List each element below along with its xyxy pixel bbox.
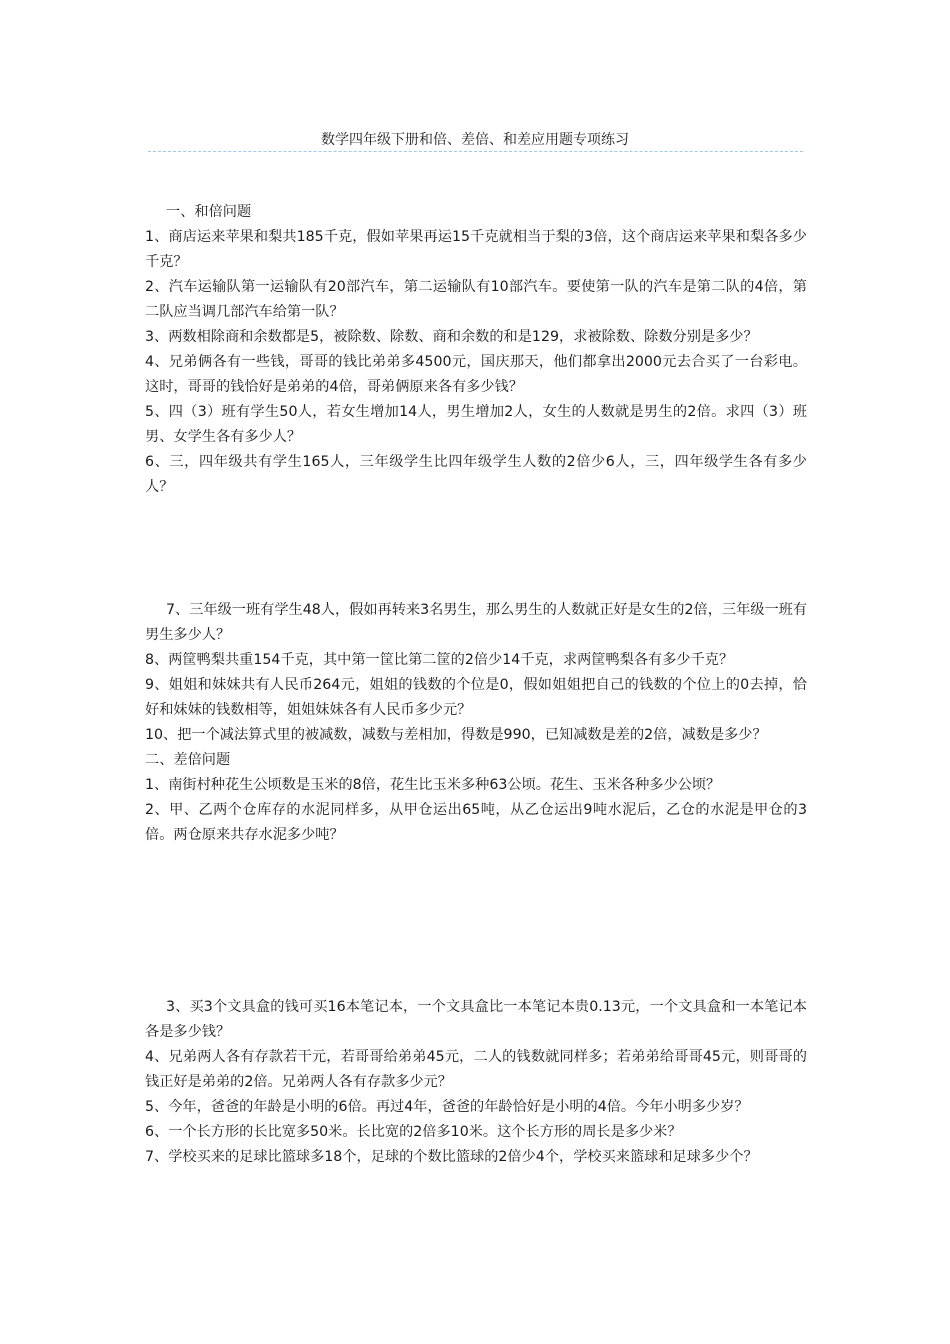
section-heading-sum-multiple: 一、和倍问题 (166, 204, 252, 220)
question-item: 1、商店运来苹果和梨共185千克，假如苹果再运15千克就相当于梨的3倍，这个商店运来苹果和梨各多少千克？ (145, 229, 807, 270)
section-heading-difference-multiple: 二、差倍问题 (145, 752, 231, 768)
question-item: 7、三年级一班有学生48人，假如再转来3名男生，那么男生的人数就正好是女生的2倍，三年级一班有男生多少人？ (145, 602, 808, 643)
question-item: 2、汽车运输队第一运输队有20部汽车，第二运输队有10部汽车。要使第一队的汽车是第二队的4倍，第二队应当调几部汽车给第一队？ (145, 279, 807, 320)
question-item: 6、一个长方形的长比宽多50米。长比宽的2倍多10米。这个长方形的周长是多少米？ (145, 1124, 682, 1140)
title-divider (148, 151, 803, 152)
question-item: 4、兄弟两人各有存款若干元，若哥哥给弟弟45元，二人的钱数就同样多；若弟弟给哥哥45元，则哥哥的钱正好是弟弟的2倍。兄弟两人各有存款多少元？ (145, 1049, 807, 1090)
question-item: 5、四（3）班有学生50人，若女生增加14人，男生增加2人，女生的人数就是男生的2倍。求四（3）班男、女学生各有多少人？ (145, 404, 807, 445)
question-item: 6、三，四年级共有学生165人，三年级学生比四年级学生人数的2倍少6人，三，四年级学生各有多少人？ (145, 454, 807, 495)
question-item: 3、两数相除商和余数都是5，被除数、除数、商和余数的和是129，求被除数、除数分别是多少？ (145, 329, 758, 345)
section-block-1 (145, 200, 807, 500)
question-item: 5、今年，爸爸的年龄是小明的6倍。再过4年，爸爸的年龄恰好是小明的4倍。今年小明多少岁？ (145, 1099, 749, 1115)
document-title: 数学四年级下册和倍、差倍、和差应用题专项练习 (321, 132, 629, 148)
question-item: 8、两筐鸭梨共重154千克，其中第一筐比第二筐的2倍少14千克，求两筐鸭梨各有多少千克？ (145, 652, 734, 668)
question-item: 9、姐姐和妹妹共有人民币264元，姐姐的钱数的个位是0，假如姐姐把自己的钱数的个位上的0去掉，恰好和妹妹的钱数相等，姐姐妹妹各有人民币多少元？ (145, 677, 807, 718)
question-item: 1、南街村种花生公顷数是玉米的8倍，花生比玉米多种63公顷。花生、玉米各种多少公顷？ (145, 777, 721, 793)
question-item: 4、兄弟俩各有一些钱，哥哥的钱比弟弟多4500元，国庆那天，他们都拿出2000元去合买了一台彩电。这时，哥哥的钱恰好是弟弟的4倍，哥弟俩原来各有多少钱？ (145, 354, 807, 395)
question-item: 2、甲、乙两个仓库存的水泥同样多，从甲仓运出65吨，从乙仓运出9吨水泥后，乙仓的水泥是甲仓的3倍。两仓原来共存水泥多少吨？ (145, 802, 807, 843)
question-item: 7、学校买来的足球比篮球多18个，足球的个数比篮球的2倍少4个，学校买来篮球和足球多少个？ (145, 1149, 758, 1165)
section-block-2 (145, 598, 807, 848)
question-item: 3、买3个文具盒的钱可买16本笔记本，一个文具盒比一本笔记本贵0.13元，一个文具盒和一本笔记本各是多少钱？ (145, 999, 807, 1040)
section-block-3 (145, 995, 807, 1170)
question-item: 10、把一个减法算式里的被减数，减数与差相加，得数是990，已知减数是差的2倍，减数是多少？ (145, 727, 767, 743)
